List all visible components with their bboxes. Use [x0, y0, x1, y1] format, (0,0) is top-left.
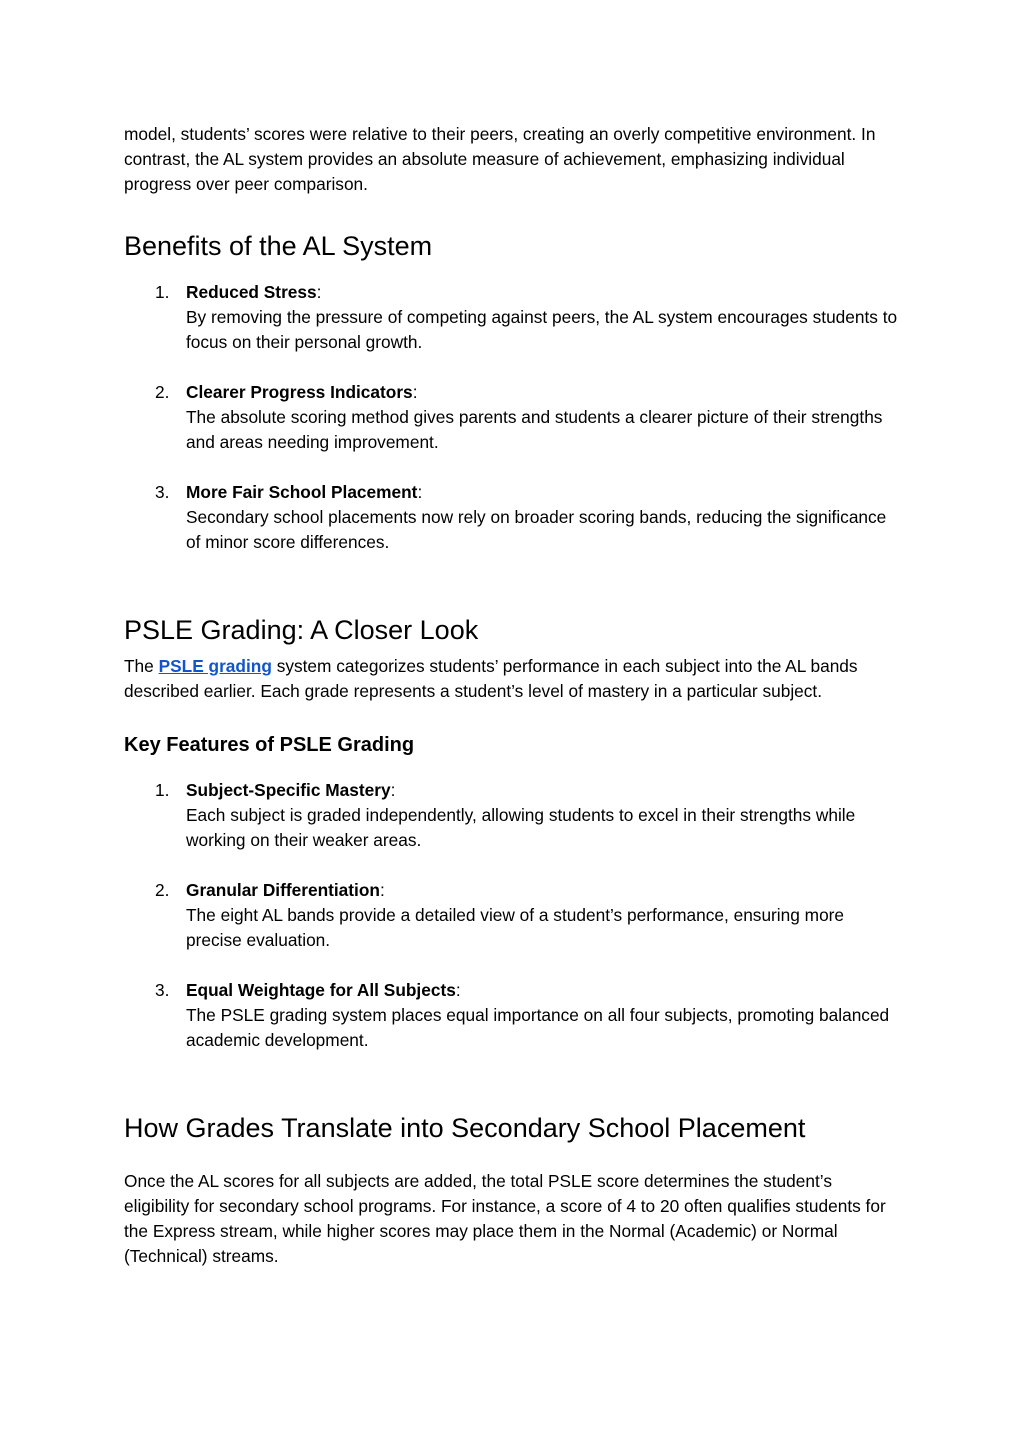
item-body: Each subject is graded independently, allowing students to excel in their strengths while working on their weaker areas. — [186, 805, 856, 850]
psle-paragraph — [124, 654, 900, 704]
list-item — [124, 280, 900, 355]
list-number: 2. — [155, 382, 170, 402]
item-colon: : — [417, 482, 423, 502]
list-number: 1. — [155, 282, 170, 302]
item-title: More Fair School Placement — [186, 482, 418, 502]
item-title: Reduced Stress — [186, 282, 317, 302]
intro-paragraph: model, students’ scores were relative to their peers, creating an overly competitive environment. In contrast, the AL system provides an absolute measure of achievement, emphasizing individual progress over peer comparison. — [124, 124, 876, 194]
item-body: The PSLE grading system places equal importance on all four subjects, promoting balanced academic development. — [186, 1005, 890, 1050]
item-body: By removing the pressure of competing against peers, the AL system encourages students to focus on their personal growth. — [186, 307, 898, 352]
item-colon: : — [316, 282, 322, 302]
key-features-heading: Key Features of PSLE Grading — [124, 734, 415, 756]
list-number: 1. — [155, 780, 170, 800]
item-colon: : — [390, 780, 396, 800]
list-item — [124, 480, 900, 555]
psle-text-after: system categorizes students’ performance in each subject into the AL bands described earlier. Each grade represents a student’s level of mastery in a particular subject. — [124, 656, 858, 701]
item-colon: : — [455, 980, 461, 1000]
grades-heading: How Grades Translate into Secondary School Placement — [124, 1113, 806, 1143]
item-title: Equal Weightage for All Subjects — [186, 980, 456, 1000]
list-item — [124, 878, 900, 953]
psle-grading-link[interactable]: PSLE grading — [158, 656, 272, 676]
key-features-list — [124, 778, 900, 1053]
list-number: 2. — [155, 880, 170, 900]
item-body: The eight AL bands provide a detailed view of a student’s performance, ensuring more precise evaluation. — [186, 905, 845, 950]
list-number: 3. — [155, 980, 170, 1000]
item-title: Subject-Specific Mastery — [186, 780, 391, 800]
list-item — [124, 380, 900, 455]
list-number: 3. — [155, 482, 170, 502]
psle-text-before: The — [124, 656, 159, 676]
item-title: Clearer Progress Indicators — [186, 382, 413, 402]
item-body: The absolute scoring method gives parents and students a clearer picture of their strengths and areas needing improvement. — [186, 407, 883, 452]
psle-heading: PSLE Grading: A Closer Look — [124, 615, 479, 645]
item-colon: : — [379, 880, 385, 900]
list-item — [124, 778, 900, 853]
grades-paragraph: Once the AL scores for all subjects are added, the total PSLE score determines the student’s eligibility for secondary school programs. For instance, a score of 4 to 20 often qualifies students for the Express stream, while higher scores may place them in the Normal (Academic) or Normal (Technical) streams. — [124, 1171, 886, 1266]
list-item — [124, 978, 900, 1053]
benefits-heading: Benefits of the AL System — [124, 231, 433, 261]
benefits-list — [124, 280, 900, 555]
item-body: Secondary school placements now rely on broader scoring bands, reducing the significance of minor score differences. — [186, 507, 887, 552]
document-page — [124, 122, 900, 1269]
item-colon: : — [412, 382, 418, 402]
item-title: Granular Differentiation — [186, 880, 380, 900]
